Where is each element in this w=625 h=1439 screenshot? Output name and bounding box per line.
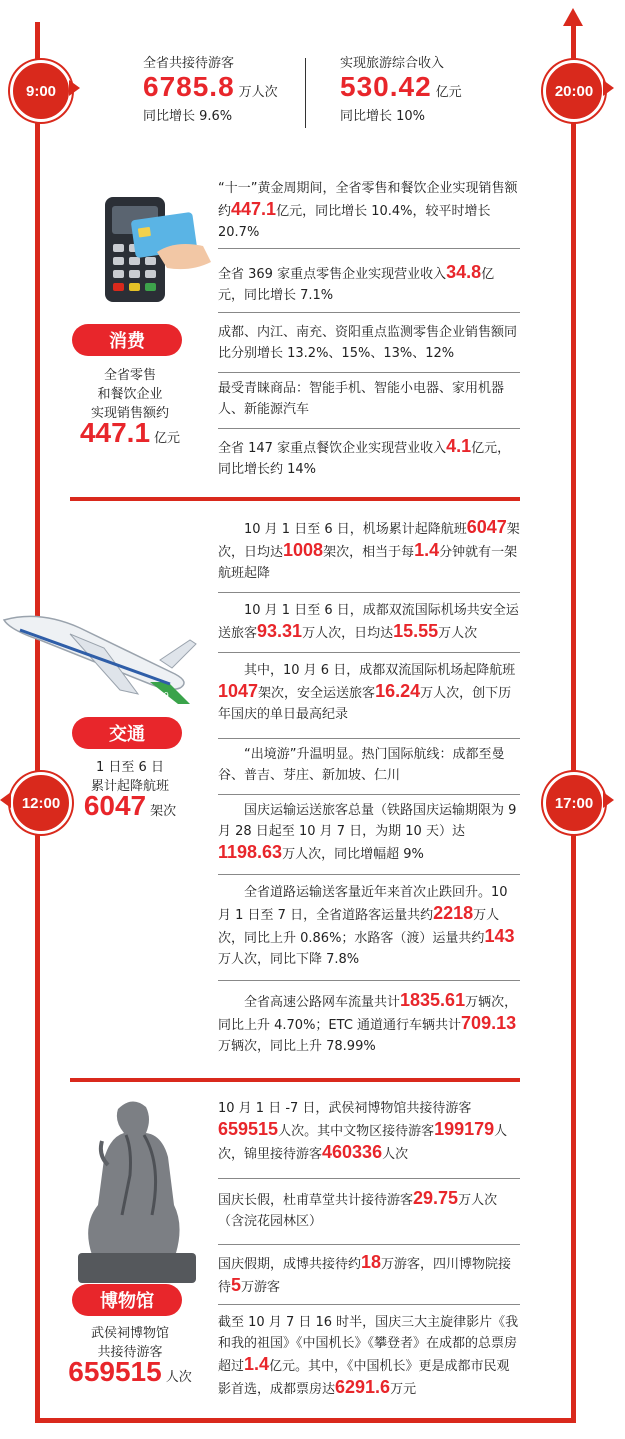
divider bbox=[218, 372, 520, 373]
museum-item-4 bbox=[218, 1312, 520, 1400]
text: 架次，安全运送旅客 bbox=[258, 686, 376, 701]
timeline-left bbox=[35, 22, 40, 1419]
number: 659515 bbox=[218, 1119, 279, 1139]
museum-summary-unit: 人次 bbox=[165, 1370, 192, 1385]
traffic-item-6 bbox=[218, 882, 520, 970]
text: 人次 bbox=[382, 1147, 409, 1162]
consume-summary-value: 447.1 bbox=[79, 417, 151, 448]
divider bbox=[218, 794, 520, 795]
text: 全省道路运输送客量近年来首次止跌回升。10 月 1 日至 7 日，全省道路客运量共约 bbox=[218, 885, 508, 923]
text: 10 月 1 日至 6 日，机场累计起降航班 bbox=[244, 522, 467, 537]
text: 分钟就有一架航班起降 bbox=[218, 545, 518, 581]
text: 国庆长假，杜甫草堂共计接待游客 bbox=[218, 1193, 414, 1208]
number: 1008 bbox=[283, 540, 324, 560]
divider bbox=[218, 980, 520, 981]
statue-icon bbox=[72, 1095, 202, 1285]
stat-visitors-unit: 万人次 bbox=[238, 85, 278, 100]
consume-item-4: 最受青睐商品：智能手机、智能小电器、家用机器人、新能源汽车 bbox=[218, 381, 505, 417]
traffic-item-2 bbox=[218, 600, 520, 644]
text: 10 月 1 日至 6 日，成都双流国际机场共安全运送旅客 bbox=[218, 603, 519, 641]
traffic-summary-unit: 架次 bbox=[150, 804, 177, 819]
triangle-right-icon bbox=[69, 80, 80, 96]
arrow-up-icon bbox=[563, 8, 583, 26]
consume-item-3: 成都、内江、南充、资阳重点监测零售企业销售额同比分别增长 13.2%、15%、13%、12% bbox=[218, 325, 518, 361]
divider bbox=[218, 652, 520, 653]
divider bbox=[218, 738, 520, 739]
pos-terminal-icon bbox=[95, 192, 215, 312]
traffic-item-7 bbox=[218, 990, 520, 1057]
consume-summary-line3: 实现销售额约 bbox=[90, 406, 169, 421]
text: 万游客，四川博物院接待 bbox=[218, 1257, 512, 1295]
museum-summary-value: 659515 bbox=[68, 1356, 162, 1387]
stat-income-value: 530.42 bbox=[340, 71, 432, 102]
traffic-summary bbox=[60, 758, 200, 821]
text: 全省 369 家重点零售企业实现营业收入 bbox=[218, 267, 447, 282]
section-divider bbox=[70, 1078, 520, 1082]
tag-traffic: 交通 bbox=[72, 717, 182, 749]
text: 架次，相当于每 bbox=[323, 545, 415, 560]
museum-summary-line2: 共接待游客 bbox=[97, 1345, 163, 1360]
number: 143 bbox=[484, 926, 515, 946]
number: 16.24 bbox=[375, 681, 421, 701]
text: 截至 10 月 7 日 16 时半，国庆三大主旋律影片《我和我的祖国》《中国机长》《攀登者》在成都的总票房超过 bbox=[218, 1315, 519, 1374]
consume-summary-unit: 亿元 bbox=[154, 431, 181, 446]
text: 万辆次，同比上升 4.70%；ETC 通道通行车辆共计 bbox=[218, 995, 518, 1033]
triangle-right-icon bbox=[603, 80, 614, 96]
stat-income-unit: 亿元 bbox=[435, 85, 462, 100]
number: 15.55 bbox=[393, 621, 439, 641]
traffic-item-3 bbox=[218, 660, 520, 725]
traffic-item-5 bbox=[218, 800, 520, 865]
number: 29.75 bbox=[413, 1188, 459, 1208]
text: 国庆运输运送旅客总量（铁路国庆运输期限为 9 月 28 日起至 10 月 7 日，为期 10 天）达 bbox=[218, 803, 517, 839]
consume-item-5 bbox=[218, 436, 520, 480]
time-badge-900: 9:00 bbox=[10, 60, 72, 122]
stat-visitors-value: 6785.8 bbox=[143, 71, 235, 102]
number: 199179 bbox=[434, 1119, 495, 1139]
museum-summary bbox=[60, 1324, 200, 1387]
text: 架次，日均达 bbox=[218, 522, 520, 560]
number: 2218 bbox=[433, 903, 474, 923]
text: 万人次（含浣花园林区） bbox=[218, 1193, 498, 1229]
text: 万人次，同比上升 0.86%；水路客（渡）运量共约 bbox=[218, 908, 500, 946]
divider bbox=[305, 58, 306, 128]
number: 6047 bbox=[466, 517, 507, 537]
number: 447.1 bbox=[231, 199, 277, 219]
divider bbox=[218, 248, 520, 249]
museum-summary-line1: 武侯祠博物馆 bbox=[90, 1326, 169, 1341]
number: 1.4 bbox=[244, 1354, 270, 1374]
text: 亿元。其中，《中国机长》更是成都市民观影首选，成都票房达 bbox=[218, 1359, 510, 1397]
traffic-item-1 bbox=[218, 517, 520, 584]
triangle-right-icon bbox=[603, 792, 614, 808]
consume-summary-line2: 和餐饮企业 bbox=[97, 387, 163, 402]
text: 亿元，同比增长 10.4%，较平时增长 20.7% bbox=[218, 204, 491, 240]
text: 万人次，创下历年国庆的单日最高纪录 bbox=[218, 686, 512, 722]
stat-income-growth: 同比增长 10% bbox=[340, 109, 426, 124]
tag-consume: 消费 bbox=[72, 324, 182, 356]
number: 93.31 bbox=[257, 621, 303, 641]
timeline-right bbox=[571, 22, 576, 1419]
number: 1198.63 bbox=[218, 842, 283, 862]
consume-item-2 bbox=[218, 262, 520, 306]
time-badge-1200: 12:00 bbox=[10, 772, 72, 834]
divider bbox=[218, 874, 520, 875]
museum-item-1 bbox=[218, 1098, 520, 1165]
text: 亿元，同比增长约 14% bbox=[218, 441, 511, 477]
divider bbox=[218, 1178, 520, 1179]
traffic-summary-value: 6047 bbox=[83, 790, 147, 821]
number: 6291.6 bbox=[335, 1377, 391, 1397]
stat-income bbox=[340, 52, 462, 124]
number: 5 bbox=[231, 1275, 242, 1295]
divider bbox=[218, 428, 520, 429]
number: 460336 bbox=[322, 1142, 383, 1162]
text: 万元 bbox=[390, 1382, 417, 1397]
number: 34.8 bbox=[446, 262, 482, 282]
museum-item-3 bbox=[218, 1252, 520, 1298]
triangle-left-icon bbox=[0, 792, 11, 808]
text: 10 月 1 日 -7 日，武侯祠博物馆共接待游客 bbox=[218, 1101, 472, 1116]
divider bbox=[218, 592, 520, 593]
text: 人次。其中文物区接待游客 bbox=[278, 1124, 435, 1139]
text: 其中，10 月 6 日，成都双流国际机场起降航班 bbox=[244, 663, 516, 678]
divider bbox=[218, 1304, 520, 1305]
time-badge-2000: 20:00 bbox=[543, 60, 605, 122]
text: 万人次，同比下降 7.8% bbox=[218, 952, 360, 967]
consume-item-1 bbox=[218, 178, 520, 243]
tag-museum: 博物馆 bbox=[72, 1284, 182, 1316]
text: 全省 147 家重点餐饮企业实现营业收入 bbox=[218, 441, 447, 456]
text: “十一”黄金周期间，全省零售和餐饮企业实现销售额约 bbox=[218, 181, 518, 219]
time-badge-1700: 17:00 bbox=[543, 772, 605, 834]
traffic-summary-line2: 累计起降航班 bbox=[90, 779, 169, 794]
text: 人次，锦里接待游客 bbox=[218, 1124, 508, 1162]
text: 万人次 bbox=[438, 626, 478, 641]
consume-summary-line1: 全省零售 bbox=[103, 368, 156, 383]
number: 1835.61 bbox=[400, 990, 466, 1010]
consume-summary bbox=[60, 366, 200, 448]
stat-visitors bbox=[143, 52, 278, 124]
stat-income-label: 实现旅游综合收入 bbox=[340, 56, 445, 71]
timeline-bottom bbox=[35, 1418, 576, 1423]
text: 万游客 bbox=[241, 1280, 281, 1295]
traffic-item-4: “出境游”升温明显。热门国际航线：成都至曼谷、普吉、芽庄、新加坡、仁川 bbox=[218, 747, 505, 783]
airplane-icon bbox=[0, 600, 200, 710]
svg-text:C919: C919 bbox=[148, 691, 169, 700]
text: 万辆次，同比上升 78.99% bbox=[218, 1039, 376, 1054]
number: 1047 bbox=[218, 681, 259, 701]
section-divider bbox=[70, 497, 520, 501]
text: 亿元，同比增长 7.1% bbox=[218, 267, 495, 303]
divider bbox=[218, 1244, 520, 1245]
text: 全省高速公路网车流量共计 bbox=[244, 995, 401, 1010]
text: 国庆假期，成博共接待约 bbox=[218, 1257, 362, 1272]
stat-visitors-label: 全省共接待游客 bbox=[143, 56, 235, 71]
stat-visitors-growth: 同比增长 9.6% bbox=[143, 109, 233, 124]
traffic-summary-line1: 1 日至 6 日 bbox=[96, 760, 164, 775]
number: 18 bbox=[361, 1252, 382, 1272]
number: 709.13 bbox=[461, 1013, 517, 1033]
text: 万人次，同比增幅超 9% bbox=[282, 847, 424, 862]
number: 1.4 bbox=[414, 540, 440, 560]
text: 万人次，日均达 bbox=[302, 626, 394, 641]
divider bbox=[218, 312, 520, 313]
museum-item-2 bbox=[218, 1188, 520, 1232]
number: 4.1 bbox=[446, 436, 472, 456]
